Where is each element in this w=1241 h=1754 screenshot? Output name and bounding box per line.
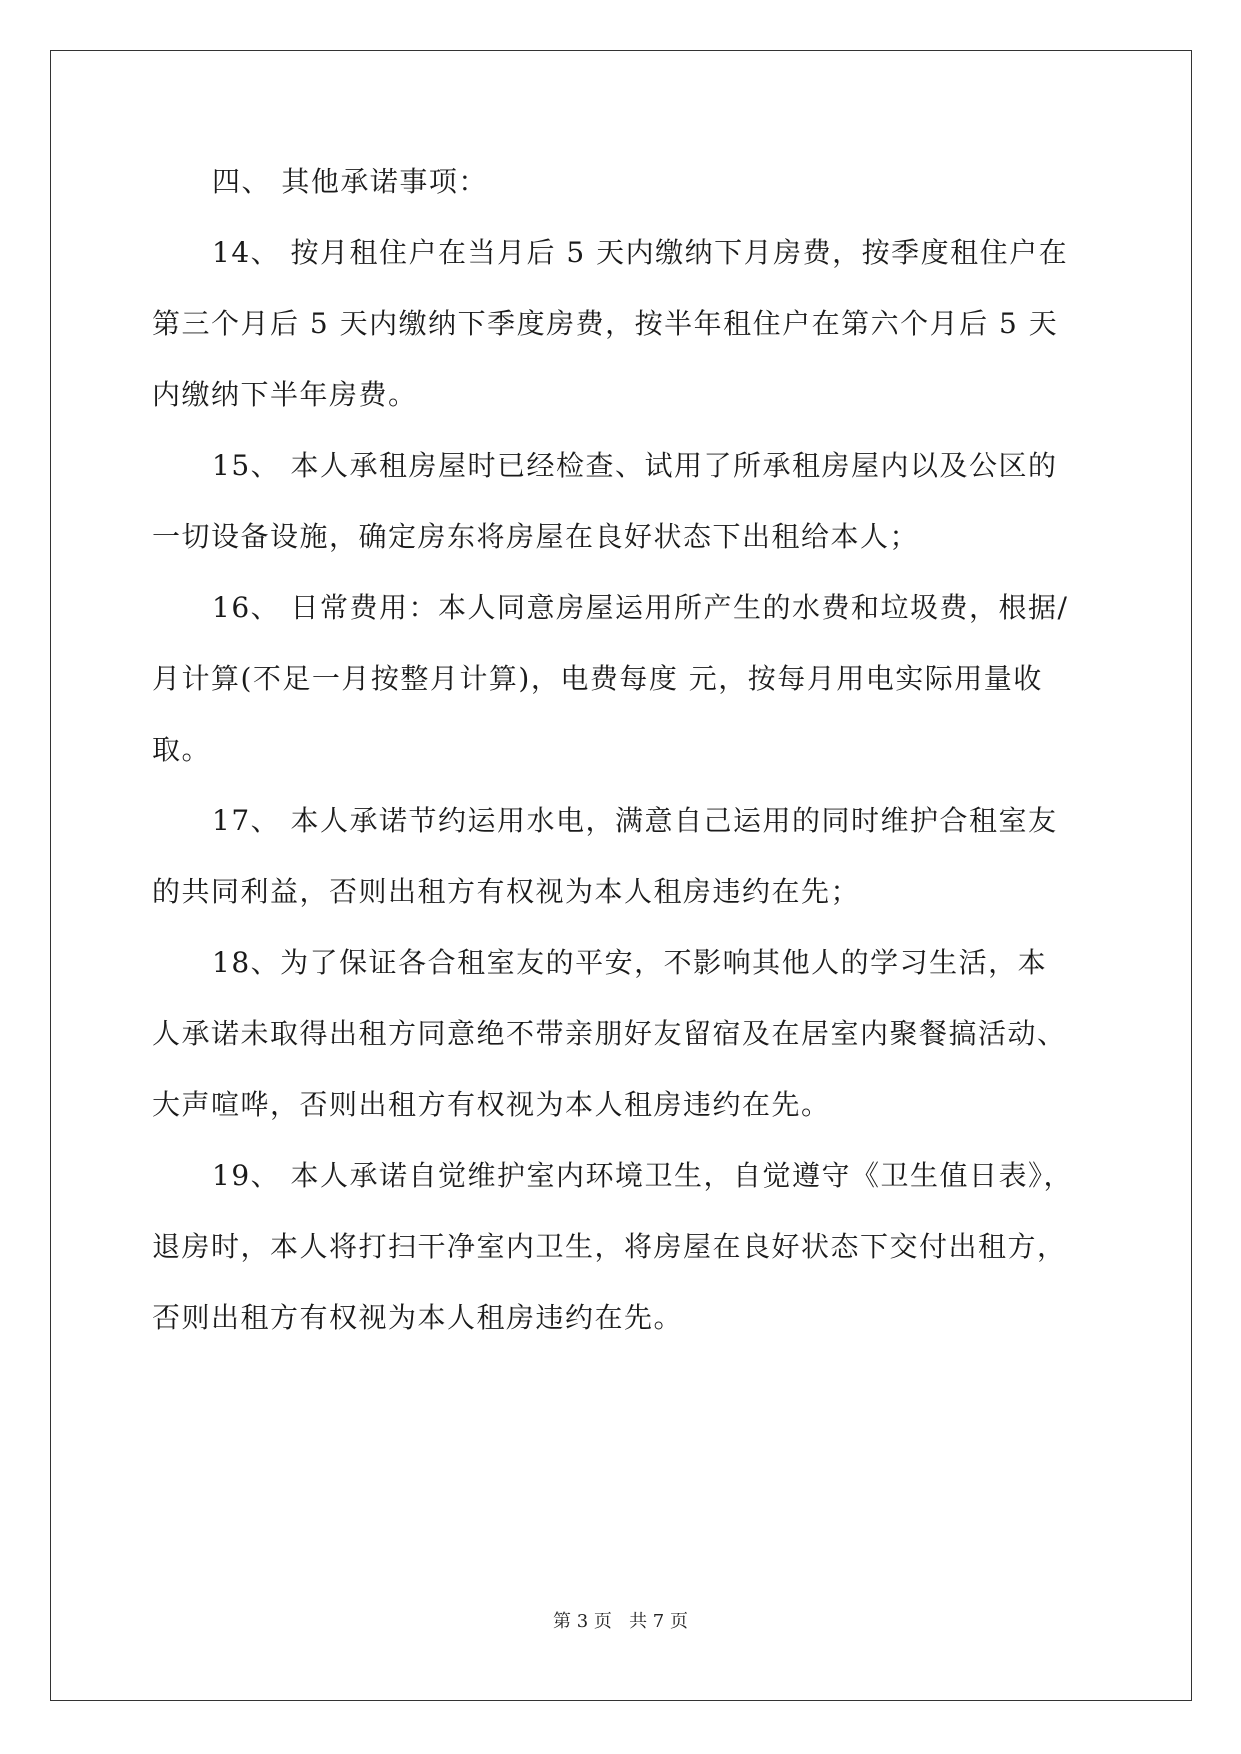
clause-14-line-3: 内缴纳下半年房费。 (152, 378, 418, 411)
clause-18-line-2: 人承诺未取得出租方同意绝不带亲朋好友留宿及在居室内聚餐搞活动、 (152, 1017, 1067, 1050)
page-number: 第 3 页 共 7 页 (553, 1611, 688, 1632)
clause-16-line-2: 月计算(不足一月按整月计算)，电费每度 元，按每月用电实际用量收 (152, 662, 1043, 695)
clause-19-line-1: 19、 本人承诺自觉维护室内环境卫生，自觉遵守《卫生值日表》， (212, 1159, 1074, 1192)
clause-14-line-1: 14、 按月租住户在当月后 5 天内缴纳下月房费，按季度租住户在 (212, 236, 1069, 269)
clause-15-line-2: 一切设备设施，确定房东将房屋在良好状态下出租给本人； (152, 520, 920, 553)
clause-16-line-3: 取。 (152, 733, 212, 766)
clause-18-line-3: 大声喧哗，否则出租方有权视为本人租房违约在先。 (152, 1088, 831, 1121)
clause-17-line-2: 的共同利益，否则出租方有权视为本人租房违约在先； (152, 875, 861, 908)
clause-19-line-3: 否则出租方有权视为本人租房违约在先。 (152, 1301, 684, 1334)
clause-15-line-1: 15、 本人承租房屋时已经检查、试用了所承租房屋内以及公区的 (212, 449, 1058, 482)
clause-14-line-2: 第三个月后 5 天内缴纳下季度房费，按半年租住户在第六个月后 5 天 (152, 307, 1059, 340)
clause-18-line-1: 18、为了保证各合租室友的平安，不影响其他人的学习生活，本 (212, 946, 1048, 979)
clause-17-line-1: 17、 本人承诺节约运用水电，满意自己运用的同时维护合租室友 (212, 804, 1058, 837)
clause-16-line-1: 16、 日常费用：本人同意房屋运用所产生的水费和垃圾费，根据/ (212, 591, 1069, 624)
clause-19-line-2: 退房时，本人将打扫干净室内卫生，将房屋在良好状态下交付出租方， (152, 1230, 1067, 1263)
section-heading: 四、 其他承诺事项： (212, 165, 488, 198)
